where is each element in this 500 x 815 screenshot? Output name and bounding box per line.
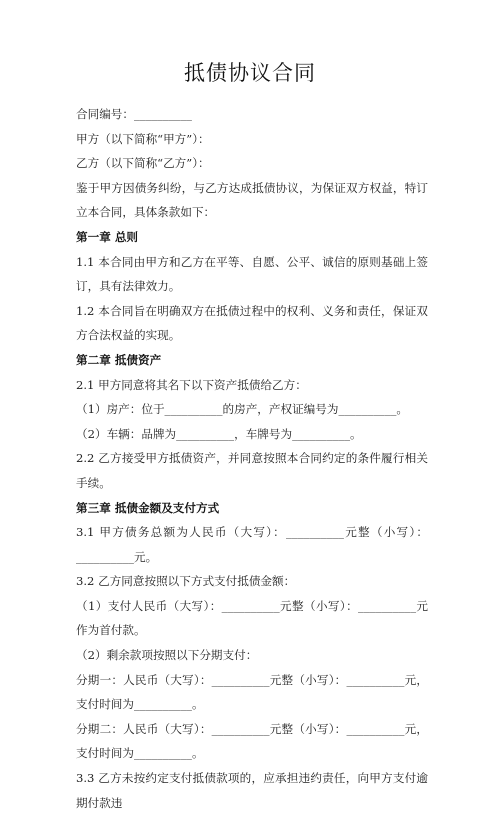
clause-3-3: 3.3 乙方未按约定支付抵债款项的，应承担违约责任，向甲方支付逾期付款违 [76, 771, 428, 810]
chapter-3-heading: 第三章 抵债金额及支付方式 [76, 500, 220, 515]
clause-2-1-item-1: （1）房产：位于__________的房产，产权证编号为__________。 [76, 402, 409, 417]
clause-3-2-item-1: （1）支付人民币（大写）：__________元整（小写）：__________元作为首付款。 [76, 598, 428, 638]
document-body [76, 102, 428, 815]
clause-1-2: 1.2 本合同旨在明确双方在抵债过程中的权利、义务和责任，保证双方合法权益的实现。 [76, 303, 428, 343]
clause-2-1: 2.1 甲方同意将其名下以下资产抵债给乙方： [76, 377, 307, 392]
clause-3-1: 3.1 甲方债务总额为人民币（大写）：__________元整（小写）：__________元。 [76, 525, 428, 564]
document-title: 抵债协议合同 [184, 61, 316, 85]
preamble-paragraph: 鉴于甲方因债务纠纷，与乙方达成抵债协议，为保证双方权益，特订立本合同，具体条款如下： [76, 180, 428, 220]
installment-2: 分期二：人民币（大写）：__________元整（小写）：__________元，支付时间为__________。 [76, 721, 428, 761]
party-b-line: 乙方（以下简称“乙方”）： [76, 156, 210, 171]
clause-1-1: 1.1 本合同由甲方和乙方在平等、自愿、公平、诚信的原则基础上签订，具有法律效力。 [76, 254, 428, 294]
chapter-2-heading: 第二章 抵债资产 [76, 352, 162, 367]
clause-3-2-item-2: （2）剩余款项按照以下分期支付： [76, 648, 258, 663]
clause-2-2: 2.2 乙方接受甲方抵债资产，并同意按照本合同约定的条件履行相关手续。 [76, 451, 428, 490]
contract-number-line: 合同编号：__________ [76, 107, 192, 121]
party-a-line: 甲方（以下简称“甲方”）： [76, 131, 210, 146]
clause-3-2: 3.2 乙方同意按照以下方式支付抵债金额： [76, 574, 296, 589]
clause-2-1-item-2: （2）车辆：品牌为__________，车牌号为__________。 [76, 426, 362, 441]
chapter-1-heading: 第一章 总则 [76, 229, 139, 244]
installment-1: 分期一：人民币（大写）：__________元整（小写）：__________元，支付时间为__________。 [76, 672, 428, 712]
